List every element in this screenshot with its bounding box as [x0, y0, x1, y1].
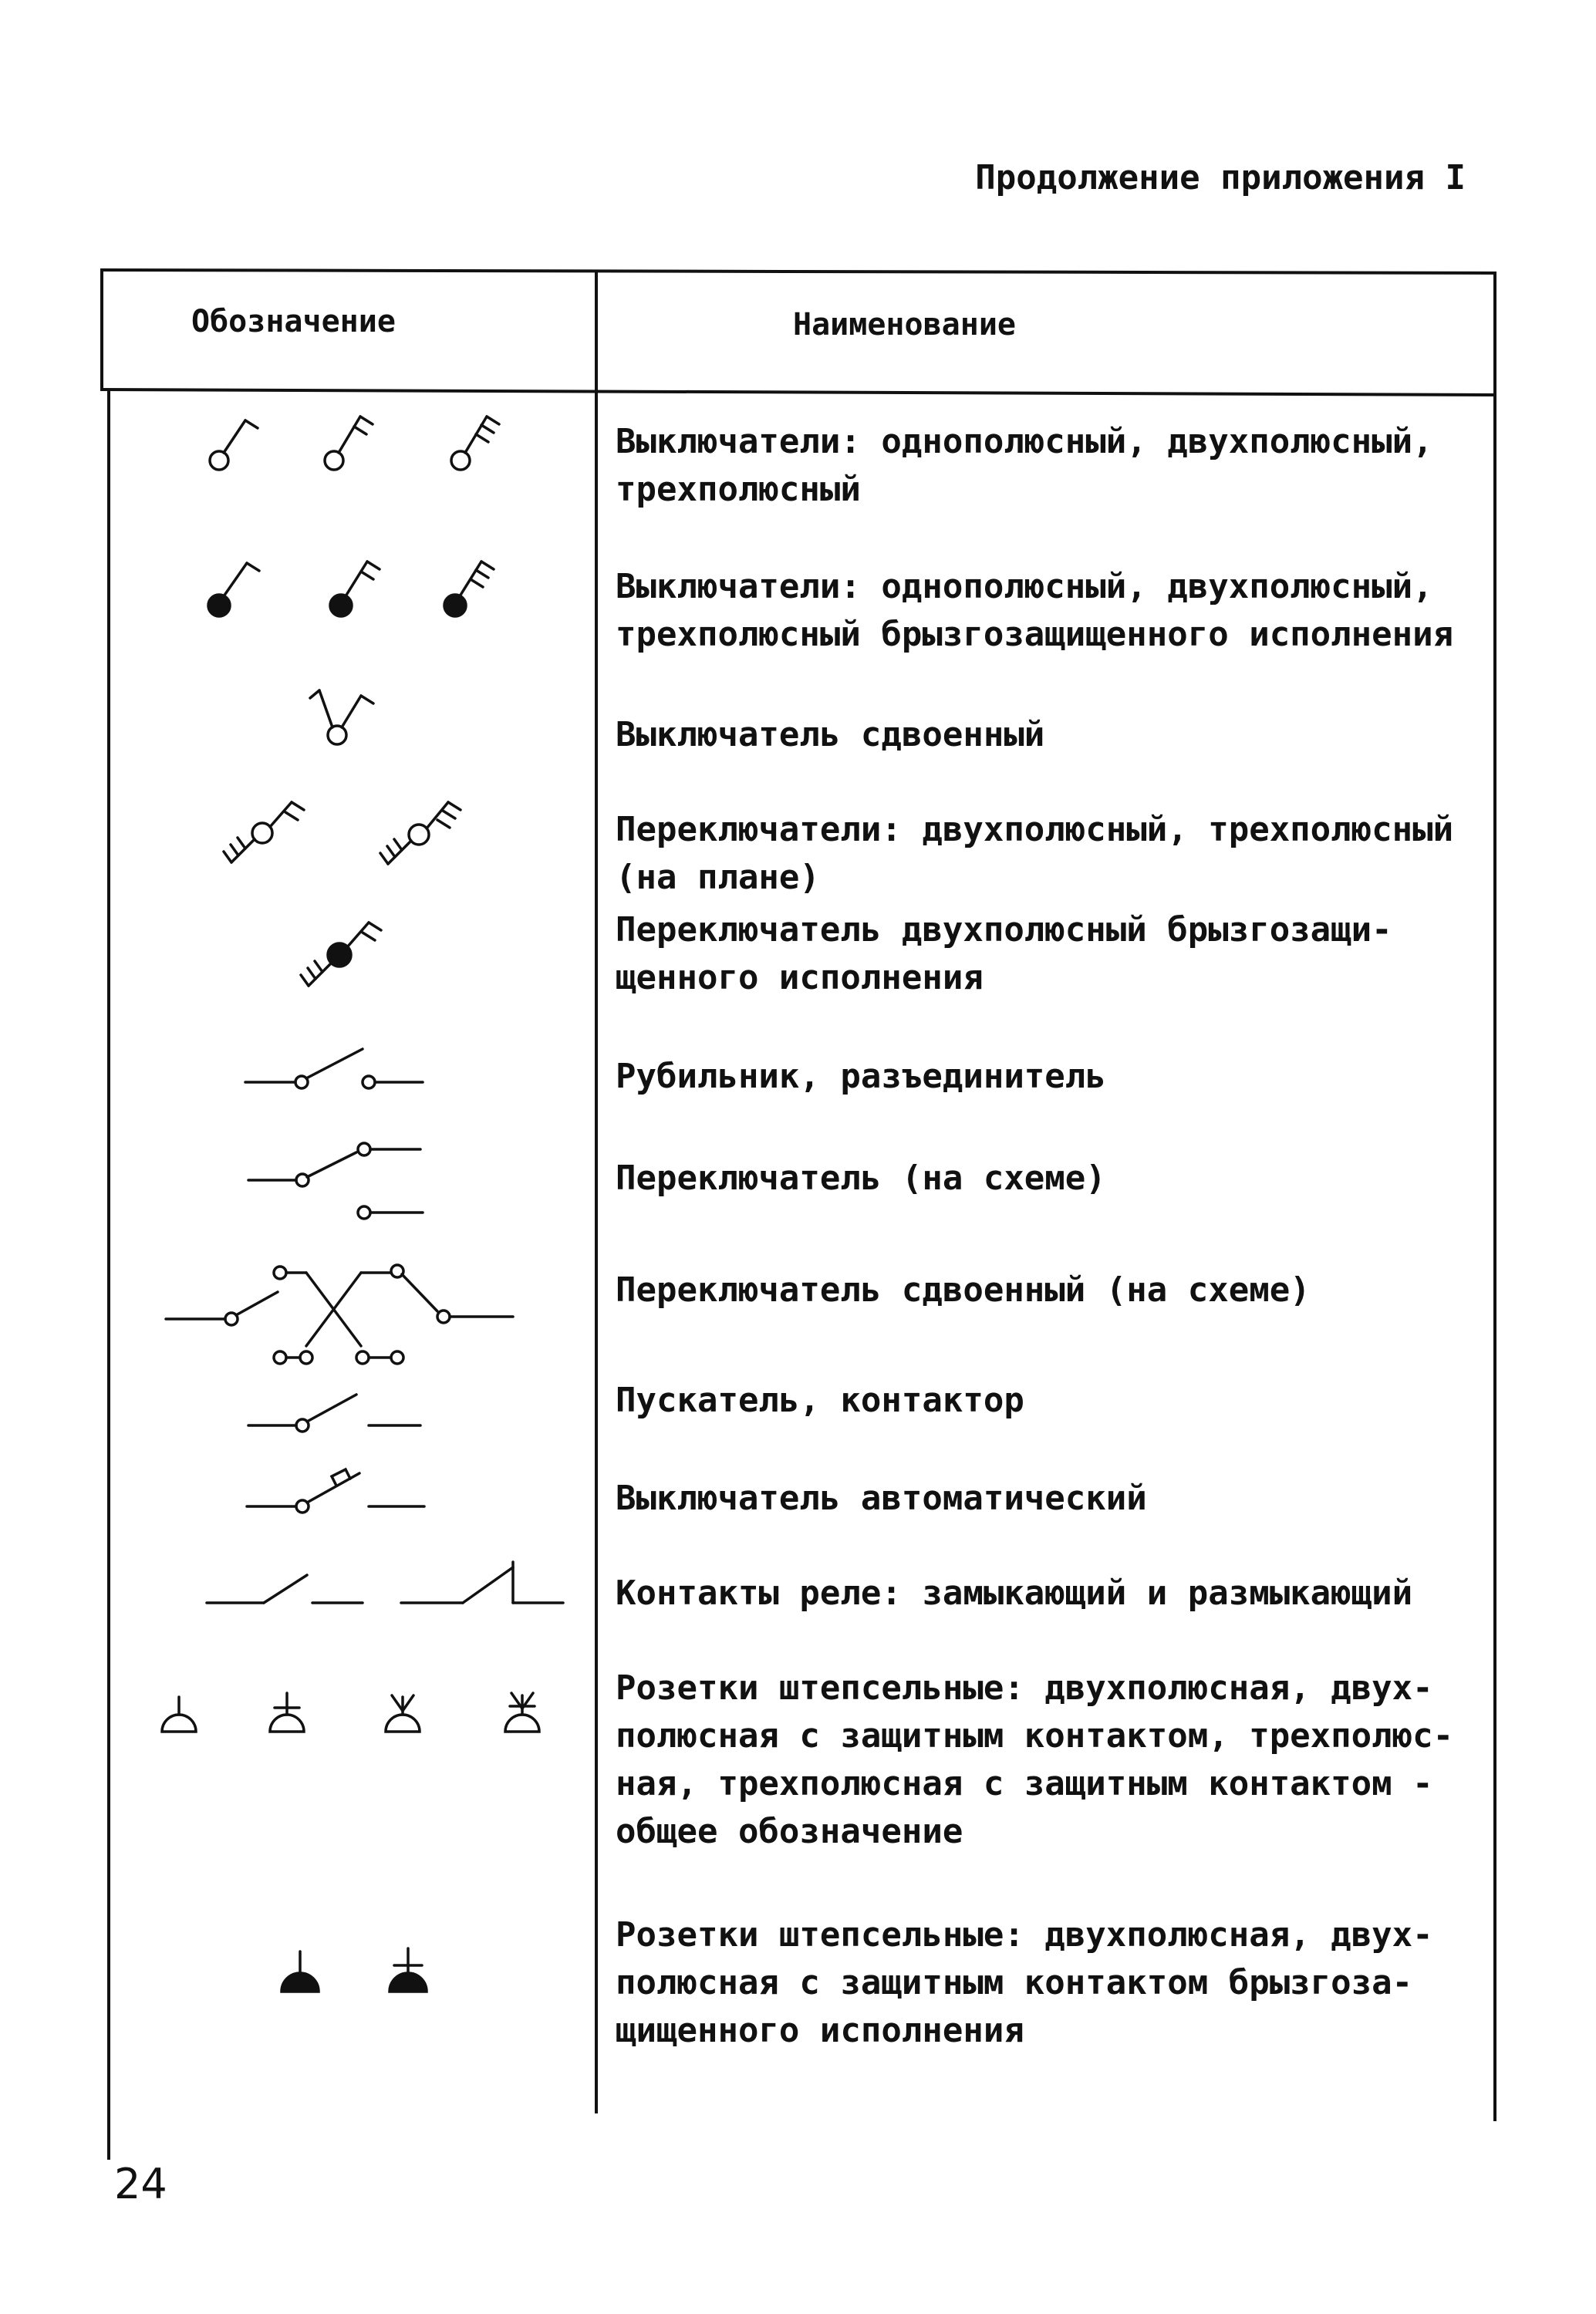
row-line: трехполюсный брызгозащищенного исполнения: [616, 615, 1454, 654]
row-line: Переключатель двухполюсный брызгозащи-: [616, 910, 1392, 950]
twin-changeover-switch-icon: [166, 1265, 513, 1364]
row-line: Выключатели: однополюсный, двухполюсный,: [616, 422, 1433, 461]
row-splashproof-socket-outlets: [616, 1911, 1487, 2055]
row-twin-changeover-switch: [616, 1267, 1487, 1314]
twin-switch-icon: [310, 690, 373, 744]
switch-icon: [210, 417, 499, 470]
row-contactor: [616, 1377, 1487, 1425]
column-header-designation: Обозначение: [191, 304, 396, 339]
splashproof-switch-icon: [208, 562, 494, 616]
row-relay-contacts: [616, 1570, 1487, 1617]
row-splashproof-changeover-switch: [616, 906, 1487, 1002]
row-knife-switch: [616, 1053, 1487, 1101]
row-line: щищенного исполнения: [616, 2011, 1024, 2050]
row-line: Переключатель сдвоенный (на схеме): [616, 1270, 1311, 1310]
row-circuit-breaker: [616, 1475, 1487, 1523]
row-line: Розетки штепсельные: двухполюсная, двух-: [616, 1668, 1433, 1708]
socket-outlet-icon: [162, 1693, 539, 1732]
row-splashproof-switches: [616, 563, 1487, 659]
circuit-breaker-icon: [247, 1469, 424, 1513]
row-twin-switch: [616, 711, 1487, 759]
row-line: Выключатели: однополюсный, двухполюсный,: [616, 567, 1433, 606]
row-line: щенного исполнения: [616, 958, 984, 997]
row-line: полюсная с защитным контактом, трехполюс-: [616, 1716, 1454, 1756]
splashproof-changeover-switch-icon: [301, 923, 381, 986]
row-line: Розетки штепсельные: двухполюсная, двух-: [616, 1915, 1433, 1955]
column-header-name: Наименование: [793, 307, 1016, 342]
row-socket-outlets: [616, 1665, 1487, 1856]
row-line: Рубильник, разъединитель: [616, 1057, 1106, 1096]
row-line: Выключатель автоматический: [616, 1479, 1147, 1518]
row-line: Переключатель (на схеме): [616, 1159, 1106, 1198]
row-line: Контакты реле: замыкающий и размыкающий: [616, 1574, 1413, 1613]
row-changeover-switches-plan: [616, 806, 1487, 902]
changeover-switch-plan-icon: [224, 802, 461, 864]
row-line: полюсная с защитным контактом брызгоза-: [616, 1963, 1413, 2002]
knife-switch-icon: [245, 1049, 423, 1088]
contactor-icon: [248, 1395, 420, 1432]
row-line: ная, трехполюсная с защитным контактом -: [616, 1764, 1433, 1803]
row-line: Переключатели: двухполюсный, трехполюсный: [616, 810, 1454, 849]
page-header: Продолжение приложения I: [975, 158, 1466, 197]
row-line: Пускатель, контактор: [616, 1381, 1024, 1420]
row-line: (на плане): [616, 858, 820, 897]
relay-contacts-icon: [207, 1562, 563, 1603]
splashproof-socket-outlet-icon: [282, 1948, 427, 1992]
row-switches: [616, 418, 1487, 514]
page-number: 24: [114, 2160, 167, 2208]
row-line: Выключатель сдвоенный: [616, 715, 1045, 754]
row-line: трехполюсный: [616, 470, 861, 509]
row-line: общее обозначение: [616, 1812, 963, 1851]
row-changeover-switch-scheme: [616, 1155, 1487, 1203]
changeover-switch-scheme-icon: [248, 1143, 423, 1219]
